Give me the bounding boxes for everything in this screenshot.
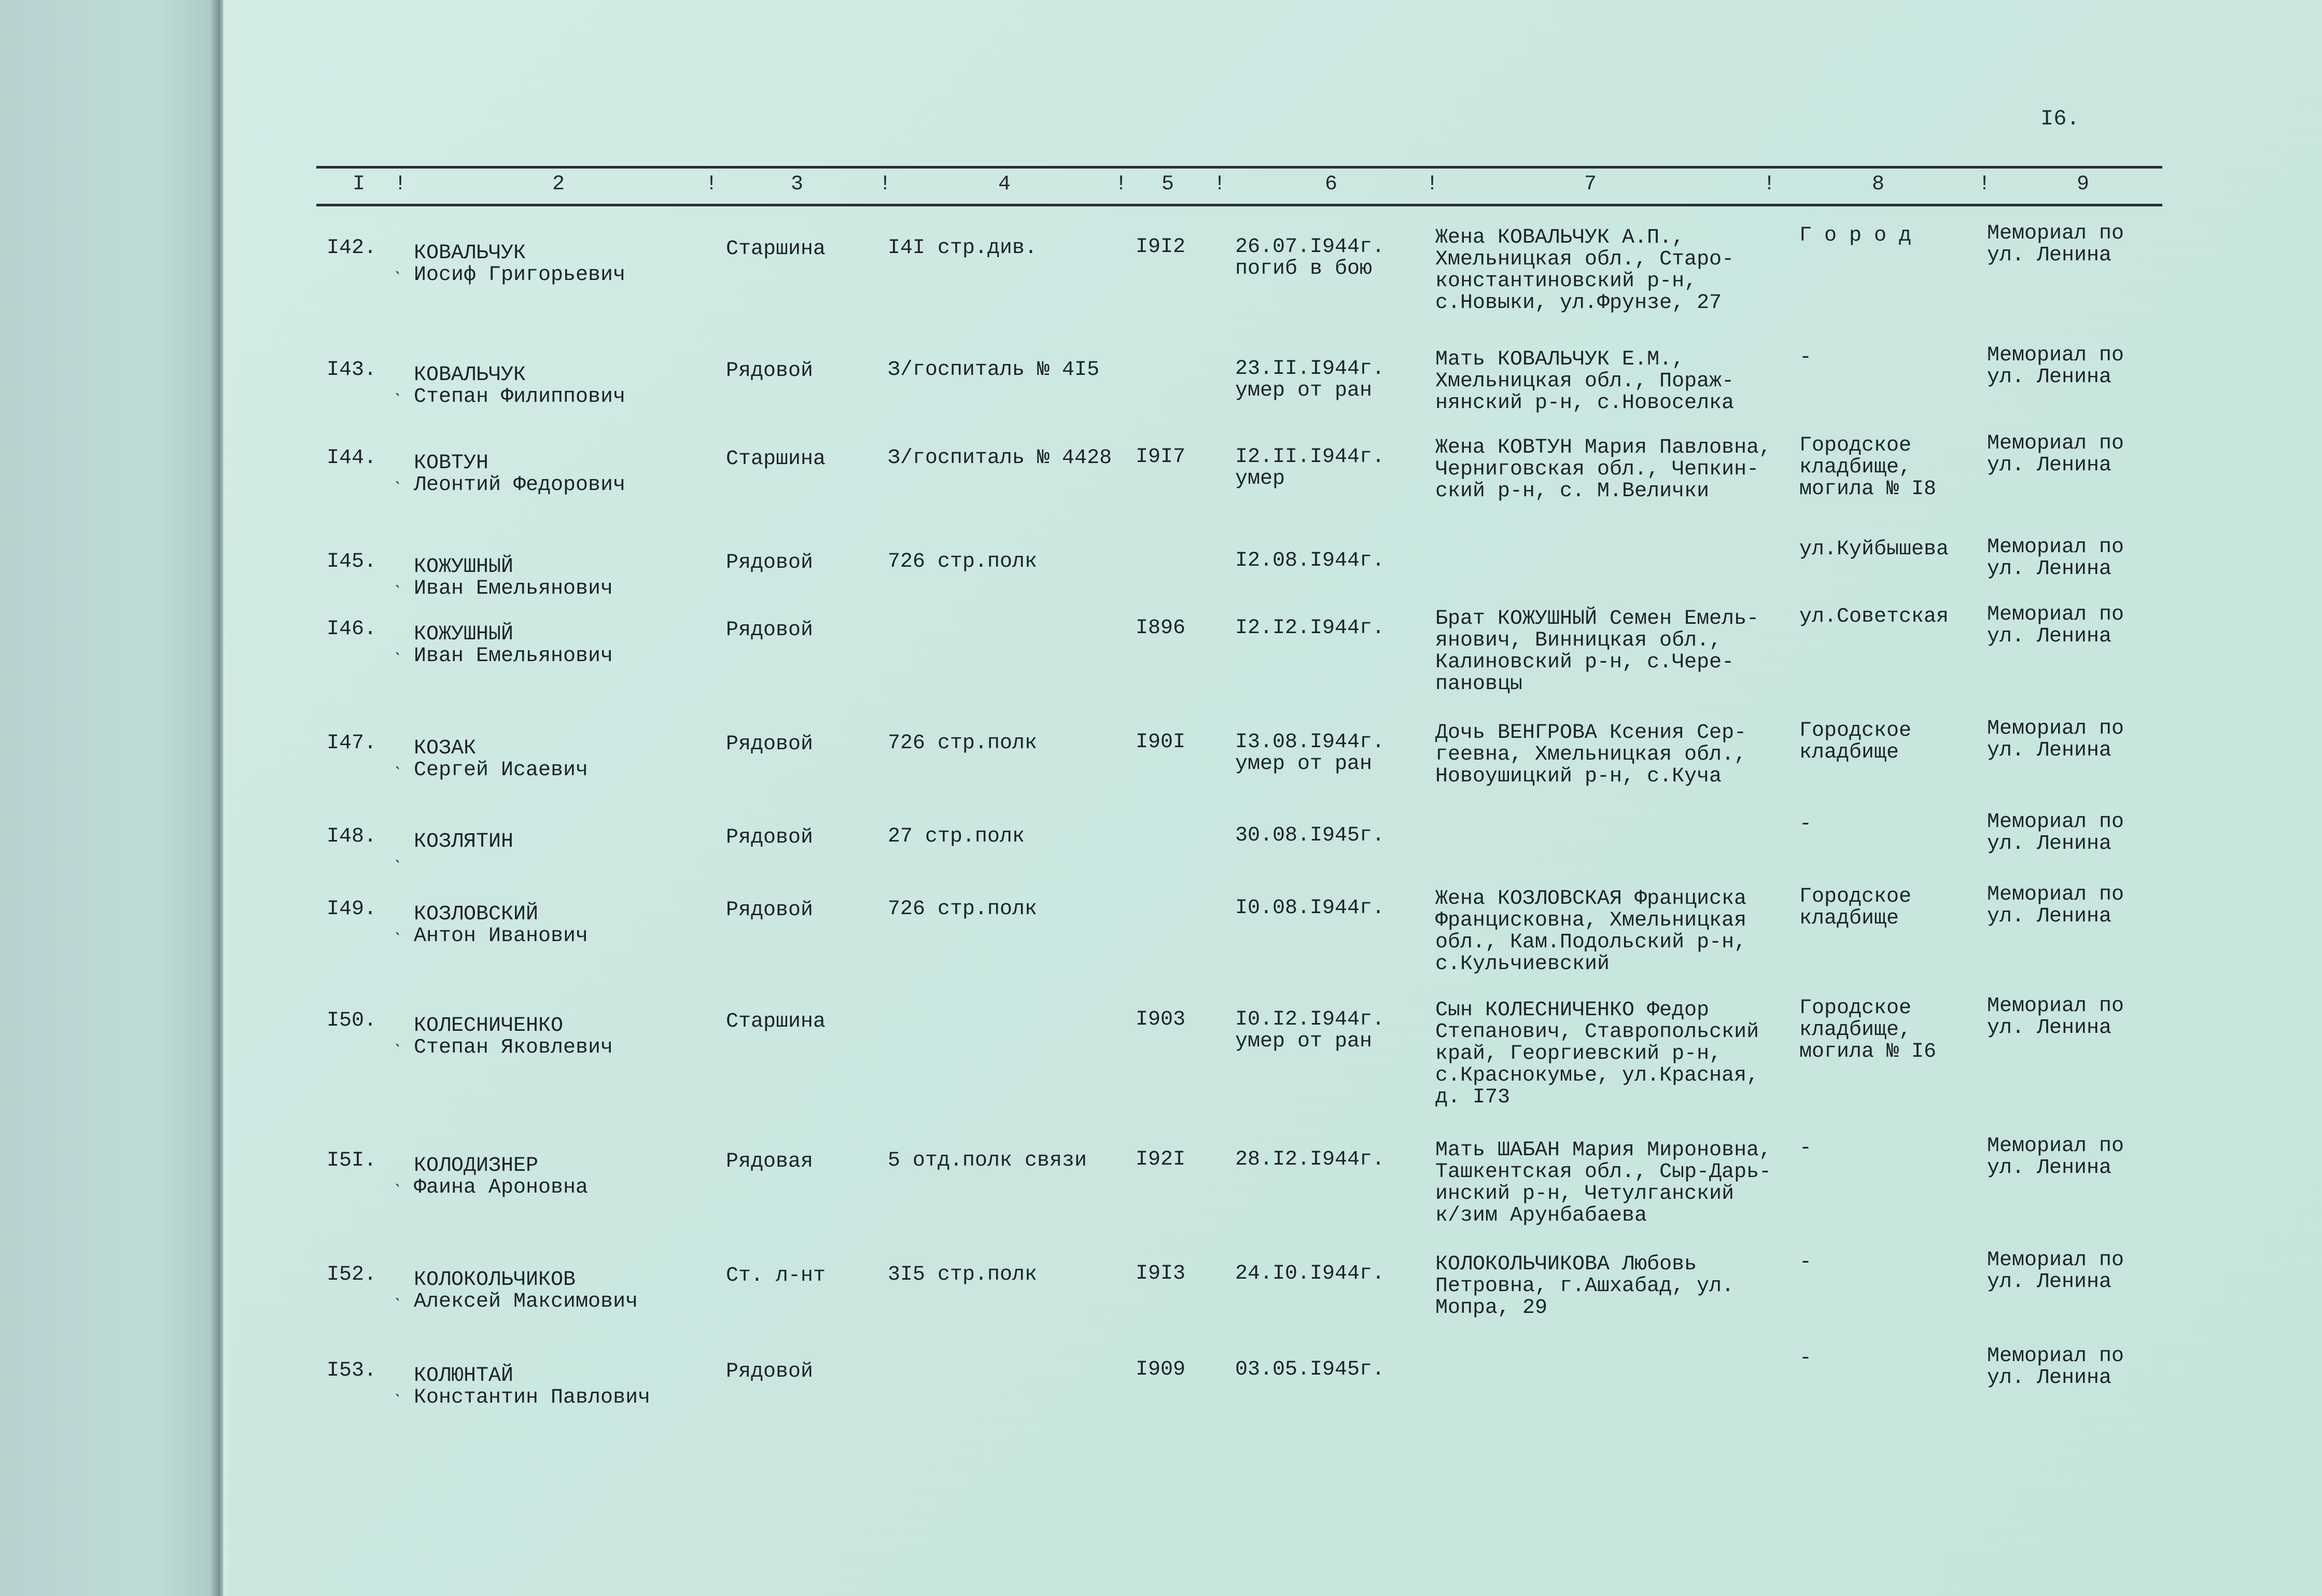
military-unit: 27 стр.полк xyxy=(888,825,1025,848)
surname: КОЛЮНТАЙ xyxy=(414,1364,514,1388)
header-col-6: 6 xyxy=(1325,173,1338,196)
surname: КОЗАК xyxy=(414,737,477,760)
birth-year: I92I xyxy=(1136,1148,1186,1171)
check-mark-icon: ˎ xyxy=(391,464,403,486)
military-rank: Ст. л-нт xyxy=(726,1264,826,1287)
memorial-location: Мемориал по ул. Ленина xyxy=(1987,603,2124,648)
memorial-location: Мемориал по ул. Ленина xyxy=(1987,810,2124,856)
birth-year: I90I xyxy=(1136,731,1186,754)
military-unit: 3I5 стр.полк xyxy=(888,1263,1038,1286)
entry-number: I52. xyxy=(327,1263,377,1286)
header-col-8: 8 xyxy=(1872,173,1885,196)
next-of-kin: Жена КОВТУН Мария Павловна, Черниговская обл., Чепкин- ский р-н, с. М.Велички xyxy=(1435,436,1772,503)
burial-place: Городское кладбище xyxy=(1799,885,1912,930)
burial-place: Г о р о д xyxy=(1799,224,1912,247)
given-names: Сергей Исаевич xyxy=(414,759,589,782)
military-rank: Рядовой xyxy=(726,359,814,383)
check-mark-icon: ˎ xyxy=(391,568,403,590)
next-of-kin: Мать ШАБАН Мария Мироновна, Ташкентская обл., Сыр-Дарь- инский р-н, Четулганский к/зим Арунбабаева xyxy=(1435,1139,1772,1227)
next-of-kin: Жена КОЗЛОВСКАЯ Франциска Францисковна, Хмельницкая обл., Кам.Подольский р-н, с.Кульчиевский xyxy=(1435,887,1747,976)
given-names: Леонтий Федорович xyxy=(414,473,626,497)
entry-number: I50. xyxy=(327,1009,377,1032)
military-rank: Рядовой xyxy=(726,551,814,575)
header-rule-bottom xyxy=(316,204,2162,206)
military-unit: I4I стр.див. xyxy=(888,236,1038,260)
military-unit: 726 стр.полк xyxy=(888,732,1038,755)
surname: КОЖУШНЫЙ xyxy=(414,623,514,646)
header-separator: ! xyxy=(1115,173,1128,196)
burial-place: Городское кладбище, могила № I8 xyxy=(1799,434,1937,501)
birth-year: I9I2 xyxy=(1136,235,1186,259)
birth-year: I9I7 xyxy=(1136,445,1186,469)
header-col-4: 4 xyxy=(998,173,1011,196)
header-col-5: 5 xyxy=(1162,173,1174,196)
given-names: Иосиф Григорьевич xyxy=(414,263,626,287)
memorial-location: Мемориал по ул. Ленина xyxy=(1987,883,2124,928)
check-mark-icon: ˎ xyxy=(391,843,403,865)
death-date: I2.I2.I944г. xyxy=(1235,617,1385,640)
check-mark-icon: ˎ xyxy=(391,1027,403,1049)
header-separator: ! xyxy=(705,173,718,196)
death-date: I0.08.I944г. xyxy=(1235,897,1385,920)
death-date: 30.08.I945г. xyxy=(1235,824,1385,847)
military-rank: Старшина xyxy=(726,237,826,261)
left-page-edge xyxy=(0,0,223,1596)
death-date: I2.08.I944г. xyxy=(1235,549,1385,572)
military-unit: 5 отд.полк связи xyxy=(888,1149,1087,1172)
memorial-location: Мемориал по ул. Ленина xyxy=(1987,1345,2124,1390)
military-unit: 726 стр.полк xyxy=(888,898,1038,921)
header-separator: ! xyxy=(1213,173,1226,196)
death-date: I2.II.I944г. умер xyxy=(1235,445,1385,491)
next-of-kin: Сын КОЛЕСНИЧЕНКО Федор Степанович, Ставропольский край, Георгиевский р-н, с.Краснокумье, ул.Красная, д. I73 xyxy=(1435,999,1759,1109)
surname: КОВАЛЬЧУК xyxy=(414,363,526,387)
header-separator: ! xyxy=(394,173,407,196)
military-rank: Рядовой xyxy=(726,619,814,642)
memorial-location: Мемориал по ул. Ленина xyxy=(1987,995,2124,1040)
header-separator: ! xyxy=(1763,173,1776,196)
given-names: Константин Павлович xyxy=(414,1386,651,1409)
next-of-kin: КОЛОКОЛЬЧИКОВА Любовь Петровна, г.Ашхабад, ул. Мопра, 29 xyxy=(1435,1253,1734,1320)
entry-number: I43. xyxy=(327,358,377,382)
military-rank: Рядовой xyxy=(726,826,814,849)
next-of-kin: Дочь ВЕНГРОВА Ксения Сер- геевна, Хмельницкая обл., Новоушицкий р-н, с.Куча xyxy=(1435,721,1747,788)
entry-number: I42. xyxy=(327,236,377,260)
burial-place: - xyxy=(1799,1137,1812,1160)
burial-place: Городское кладбище, могила № I6 xyxy=(1799,997,1937,1063)
memorial-location: Мемориал по ул. Ленина xyxy=(1987,344,2124,389)
military-rank: Рядовая xyxy=(726,1150,814,1173)
memorial-location: Мемориал по ул. Ленина xyxy=(1987,1249,2124,1294)
surname: КОЛОДИЗНЕР xyxy=(414,1154,539,1178)
check-mark-icon: ˎ xyxy=(391,915,403,937)
birth-year: I903 xyxy=(1136,1008,1186,1031)
burial-place: - xyxy=(1799,813,1812,836)
check-mark-icon: ˎ xyxy=(391,1167,403,1189)
military-rank: Рядовой xyxy=(726,899,814,922)
check-mark-icon: ˎ xyxy=(391,254,403,276)
header-col-9: 9 xyxy=(2077,173,2090,196)
surname: КОВАЛЬЧУК xyxy=(414,242,526,265)
burial-place: - xyxy=(1799,1347,1812,1370)
next-of-kin: Мать КОВАЛЬЧУК Е.М., Хмельницкая обл., Пораж- нянский р-н, с.Новоселка xyxy=(1435,348,1734,415)
death-date: I3.08.I944г. умер от ран xyxy=(1235,731,1385,776)
military-unit: З/госпиталь № 4I5 xyxy=(888,358,1100,382)
surname: КОЖУШНЫЙ xyxy=(414,555,514,579)
entry-number: I44. xyxy=(327,446,377,470)
death-date: I0.I2.I944г. умер от ран xyxy=(1235,1008,1385,1053)
death-date: 28.I2.I944г. xyxy=(1235,1148,1385,1171)
military-rank: Рядовой xyxy=(726,733,814,756)
surname: КОЗЛОВСКИЙ xyxy=(414,903,539,926)
surname: КОЛЕСНИЧЕНКО xyxy=(414,1014,564,1038)
given-names: Фаина Ароновна xyxy=(414,1176,589,1199)
check-mark-icon: ˎ xyxy=(391,1281,403,1303)
header-col-3: 3 xyxy=(791,173,804,196)
surname: КОВТУН xyxy=(414,452,489,475)
birth-year: I896 xyxy=(1136,617,1186,640)
military-rank: Старшина xyxy=(726,1010,826,1033)
given-names: Иван Емельянович xyxy=(414,577,613,600)
header-col-1: I xyxy=(353,173,366,196)
header-separator: ! xyxy=(1426,173,1439,196)
memorial-location: Мемориал по ул. Ленина xyxy=(1987,432,2124,477)
page-number: I6. xyxy=(2040,106,2080,131)
given-names: Степан Яковлевич xyxy=(414,1036,613,1059)
entry-number: I5I. xyxy=(327,1149,377,1172)
military-unit: З/госпиталь № 4428 xyxy=(888,446,1112,470)
entry-number: I45. xyxy=(327,550,377,573)
header-col-7: 7 xyxy=(1584,173,1597,196)
given-names: Степан Филиппович xyxy=(414,385,626,409)
military-rank: Старшина xyxy=(726,447,826,471)
death-date: 24.I0.I944г. xyxy=(1235,1262,1385,1285)
burial-place: - xyxy=(1799,346,1812,369)
header-separator: ! xyxy=(879,173,892,196)
memorial-location: Мемориал по ул. Ленина xyxy=(1987,536,2124,581)
death-date: 23.II.I944г. умер от ран xyxy=(1235,357,1385,402)
header-separator: ! xyxy=(1978,173,1991,196)
check-mark-icon: ˎ xyxy=(391,1377,403,1399)
military-unit: 726 стр.полк xyxy=(888,550,1038,573)
book-spine xyxy=(210,0,231,1596)
memorial-location: Мемориал по ул. Ленина xyxy=(1987,1135,2124,1180)
header-rule-top xyxy=(316,166,2162,169)
check-mark-icon: ˎ xyxy=(391,376,403,398)
given-names: Алексей Максимович xyxy=(414,1290,638,1313)
given-names: Иван Емельянович xyxy=(414,645,613,668)
next-of-kin: Брат КОЖУШНЫЙ Семен Емель- янович, Винницкая обл., Калиновский р-н, с.Чере- пановцы xyxy=(1435,607,1759,696)
birth-year: I909 xyxy=(1136,1358,1186,1381)
death-date: 26.07.I944г. погиб в бою xyxy=(1235,235,1385,281)
burial-place: ул.Куйбышева xyxy=(1799,538,1949,561)
burial-place: - xyxy=(1799,1251,1812,1274)
burial-place: Городское кладбище xyxy=(1799,719,1912,764)
entry-number: I46. xyxy=(327,618,377,641)
header-col-2: 2 xyxy=(552,173,565,196)
death-date: 03.05.I945г. xyxy=(1235,1358,1385,1381)
memorial-location: Мемориал по ул. Ленина xyxy=(1987,717,2124,762)
burial-place: ул.Советская xyxy=(1799,605,1949,628)
entry-number: I47. xyxy=(327,732,377,755)
check-mark-icon: ˎ xyxy=(391,635,403,657)
check-mark-icon: ˎ xyxy=(391,749,403,772)
surname: КОЗЛЯТИН xyxy=(414,830,514,853)
given-names: Антон Иванович xyxy=(414,925,589,948)
entry-number: I49. xyxy=(327,898,377,921)
memorial-location: Мемориал по ул. Ленина xyxy=(1987,222,2124,267)
birth-year: I9I3 xyxy=(1136,1262,1186,1285)
military-rank: Рядовой xyxy=(726,1360,814,1383)
next-of-kin: Жена КОВАЛЬЧУК А.П., Хмельницкая обл., Старо- константиновский р-н, с.Новыки, ул.Фрунзе, 27 xyxy=(1435,226,1734,315)
entry-number: I48. xyxy=(327,825,377,848)
entry-number: I53. xyxy=(327,1359,377,1382)
surname: КОЛОКОЛЬЧИКОВ xyxy=(414,1268,576,1292)
